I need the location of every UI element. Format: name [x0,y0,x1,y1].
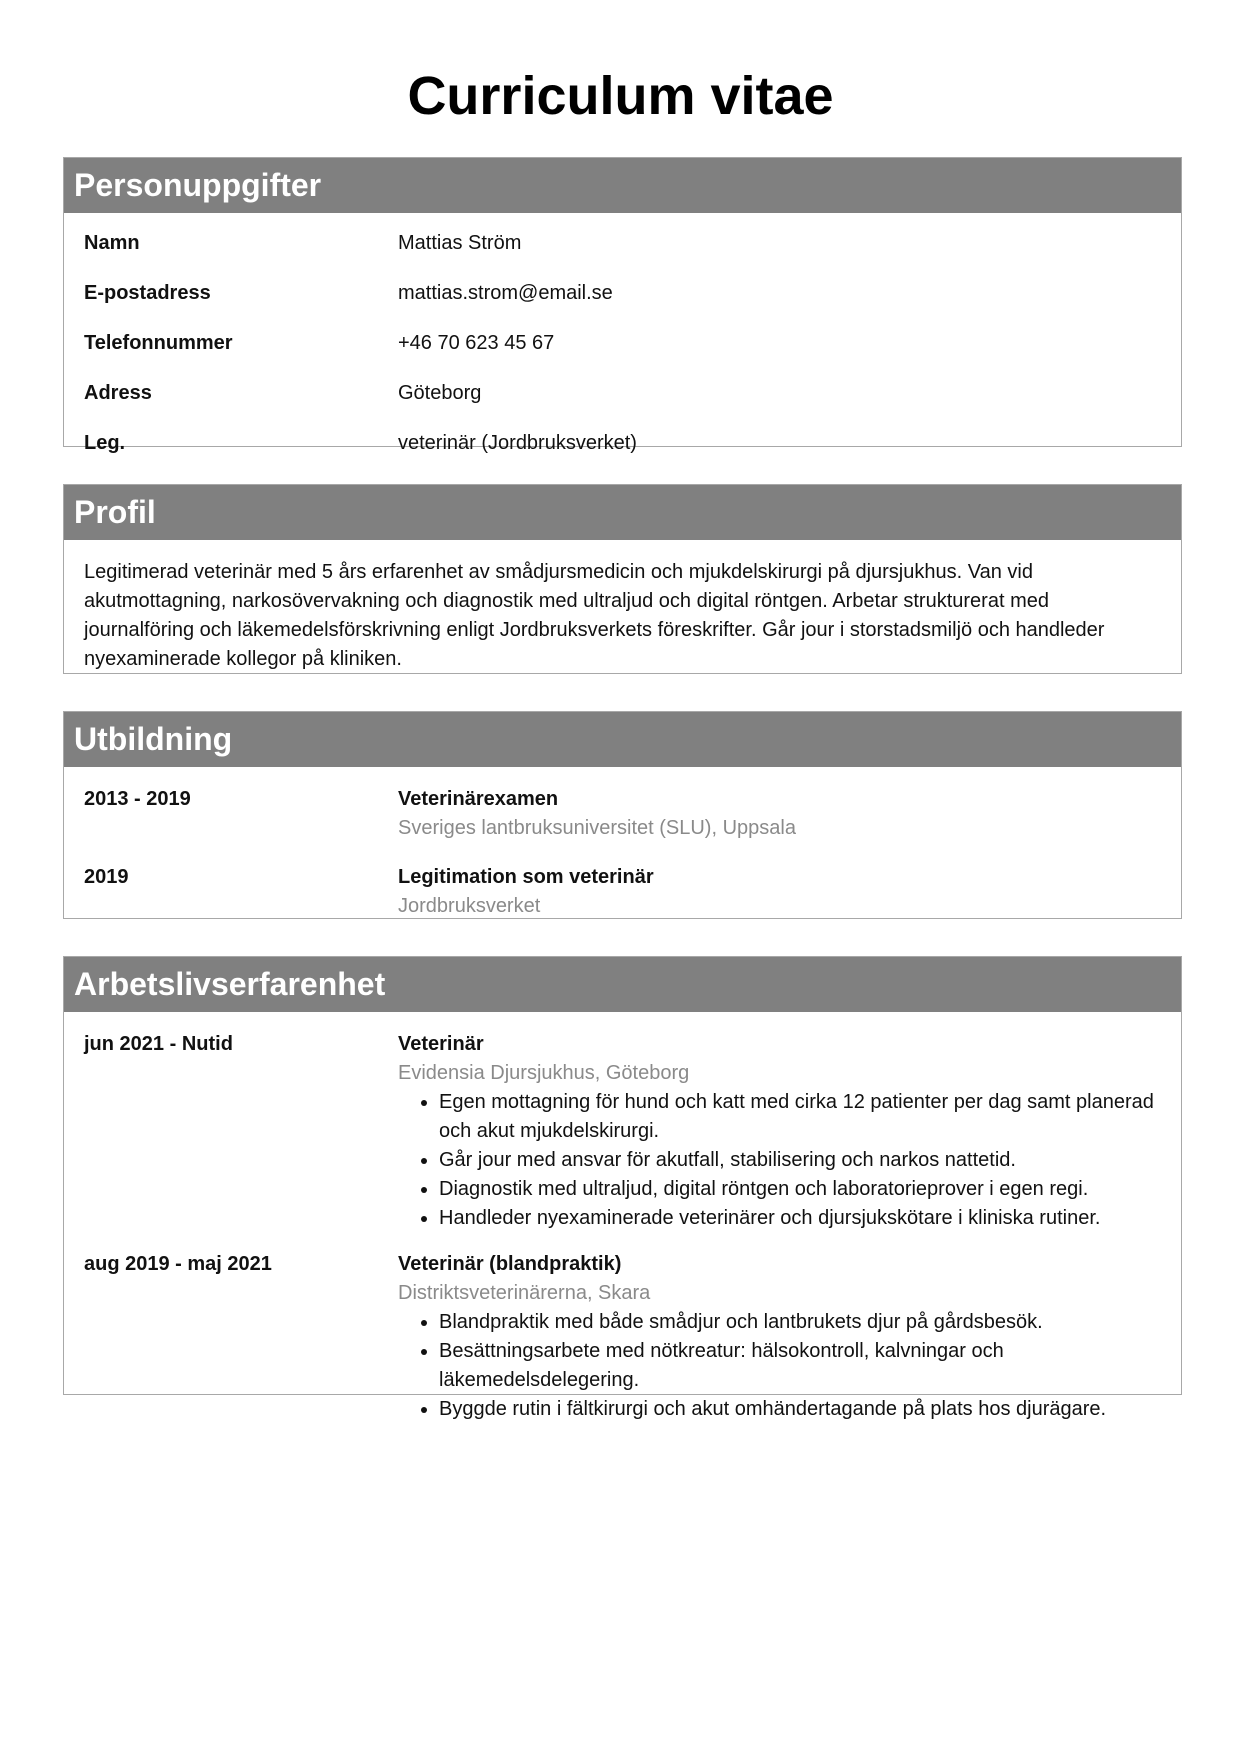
section-heading-work: Arbetslivserfarenhet [64,957,1181,1012]
employer: Distriktsveterinärerna, Skara [398,1282,651,1304]
section-heading-profile: Profil [64,485,1181,540]
duty-item: • Handleder nyexaminerade veterinärer och djursjukskötare i kliniska rutiner. [439,1204,1161,1233]
personal-row-address [84,379,1161,429]
duty-item: • Diagnostik med ultraljud, digital röntgen och laboratorieprover i egen regi. [439,1175,1161,1204]
work-entry [84,1250,1161,1424]
field-label: E-postadress [84,282,211,304]
section-heading-education: Utbildning [64,712,1181,767]
field-label: Leg. [84,432,126,454]
work-entry [84,1030,1161,1233]
education-entry [84,863,1161,921]
duty-item: • Blandpraktik med både smådjur och lantbrukets djur på gårdsbesök. [439,1308,1161,1337]
personal-info-section [63,157,1182,454]
field-value: Göteborg [398,382,482,404]
education-title: Veterinärexamen [398,788,559,810]
page-title: Curriculum vitae [407,66,834,126]
education-place: Jordbruksverket [398,895,541,917]
field-label: Telefonnummer [84,332,233,354]
education-place: Sveriges lantbruksuniversitet (SLU), Uppsala [398,817,796,839]
personal-row-phone [84,329,1161,379]
personal-row-name [84,229,1161,279]
profile-text: Legitimerad veterinär med 5 års erfarenhet av smådjursmedicin och mjukdelskirurgi på djursjukhus. Van vid akutmottagning, narkosövervakning och diagnostik med ultraljud och digital röntgen. Arbetar strukturerat med journalföring och läkemedelsförskrivning enligt Jordbruksverkets föreskrifter. Går jour i storstadsmiljö och handleder nyexaminerade kollegor på kliniken. [84,561,1105,670]
duty-list [398,1308,1161,1424]
work-period: jun 2021 - Nutid [84,1033,233,1055]
personal-row-license [84,429,1161,479]
field-value: veterinär (Jordbruksverket) [398,432,637,454]
field-value: +46 70 623 45 67 [398,332,555,354]
duty-list [398,1088,1161,1233]
education-period: 2013 - 2019 [84,788,191,810]
education-period: 2019 [84,866,129,888]
work-period: aug 2019 - maj 2021 [84,1253,272,1275]
personal-row-email [84,279,1161,329]
profile-section [63,484,1182,674]
duty-item: • Byggde rutin i fältkirurgi och akut omhändertagande på plats hos djurägare. [439,1395,1161,1424]
employer: Evidensia Djursjukhus, Göteborg [398,1062,690,1084]
education-section [63,711,1182,919]
job-title: Veterinär [398,1033,484,1055]
education-entry [84,785,1161,843]
section-heading-personal: Personuppgifter [64,158,1181,213]
duty-item: • Egen mottagning för hund och katt med cirka 12 patienter per dag samt planerad och akut mjukdelskirurgi. [439,1088,1161,1146]
job-title: Veterinär (blandpraktik) [398,1253,622,1275]
field-label: Namn [84,232,140,254]
field-value: Mattias Ström [398,232,522,254]
work-section [63,956,1182,1420]
duty-item: • Går jour med ansvar för akutfall, stabilisering och narkos nattetid. [439,1146,1161,1175]
duty-item: • Besättningsarbete med nötkreatur: hälsokontroll, kalvningar och läkemedelsdelegering. [439,1337,1161,1395]
education-title: Legitimation som veterinär [398,866,654,888]
field-label: Adress [84,382,152,404]
field-value: mattias.strom@email.se [398,282,613,304]
